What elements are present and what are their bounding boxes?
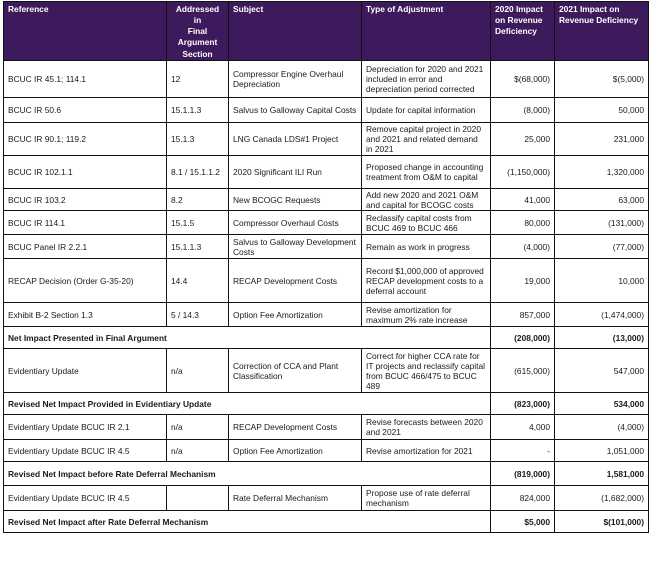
- impact-2021-cell: 1,581,000: [555, 462, 649, 486]
- subject-cell: LNG Canada LDS#1 Project: [229, 123, 362, 156]
- type-cell: Record $1,000,000 of approved RECAP development costs to a deferral account: [362, 259, 491, 303]
- col-header-impact-2021: 2021 Impact on Revenue Deficiency: [555, 2, 649, 61]
- section-cell: 8.2: [167, 189, 229, 211]
- section-cell: n/a: [167, 440, 229, 462]
- type-cell: Revise amortization for 2021: [362, 440, 491, 462]
- impact-2021-cell: (13,000): [555, 327, 649, 349]
- type-cell: Depreciation for 2020 and 2021 included in error and depreciation period corrected: [362, 61, 491, 98]
- impact-2021-cell: 1,320,000: [555, 156, 649, 189]
- net-impact-final-label: Net Impact Presented in Final Argument: [4, 327, 491, 349]
- revised-evidentiary-row: [4, 393, 649, 415]
- impact-2020-cell: $5,000: [491, 511, 555, 533]
- impact-2020-cell: 4,000: [491, 415, 555, 440]
- adjustments-table: [3, 1, 649, 533]
- impact-2020-cell: 19,000: [491, 259, 555, 303]
- type-cell: Reclassify capital costs from BCUC 469 to BCUC 466: [362, 211, 491, 235]
- section-cell: n/a: [167, 349, 229, 393]
- impact-2021-cell: 547,000: [555, 349, 649, 393]
- impact-2020-cell: 80,000: [491, 211, 555, 235]
- impact-2021-cell: 10,000: [555, 259, 649, 303]
- type-cell: Propose use of rate deferral mechanism: [362, 486, 491, 511]
- impact-2021-cell: 1,051,000: [555, 440, 649, 462]
- revised-before-rdm-row: [4, 462, 649, 486]
- col-header-addressed-line3: Argument: [177, 37, 218, 47]
- reference-cell: BCUC IR 45.1; 114.1: [4, 61, 167, 98]
- revised-after-rdm-row: [4, 511, 649, 533]
- reference-cell: BCUC Panel IR 2.2.1: [4, 235, 167, 259]
- table-row: [4, 156, 649, 189]
- col-header-reference: Reference: [4, 2, 167, 61]
- impact-2021-cell: $(101,000): [555, 511, 649, 533]
- impact-2021-cell: 231,000: [555, 123, 649, 156]
- impact-2020-cell: (615,000): [491, 349, 555, 393]
- impact-2021-cell: (131,000): [555, 211, 649, 235]
- subject-cell: Correction of CCA and Plant Classification: [229, 349, 362, 393]
- section-cell: 15.1.5: [167, 211, 229, 235]
- subject-cell: Salvus to Galloway Capital Costs: [229, 98, 362, 123]
- impact-2021-cell: 534,000: [555, 393, 649, 415]
- col-header-addressed-line2: Final: [187, 26, 208, 36]
- table-row: [4, 61, 649, 98]
- section-cell: 15.1.1.3: [167, 98, 229, 123]
- evidentiary-row: [4, 349, 649, 393]
- reference-cell: BCUC IR 50.6: [4, 98, 167, 123]
- reference-cell: RECAP Decision (Order G-35-20): [4, 259, 167, 303]
- reference-cell: BCUC IR 90.1; 119.2: [4, 123, 167, 156]
- reference-cell: Evidentiary Update BCUC IR 4.5: [4, 486, 167, 511]
- type-cell: Revise forecasts between 2020 and 2021: [362, 415, 491, 440]
- header-row: [4, 2, 649, 61]
- subject-cell: Compressor Engine Overhaul Depreciation: [229, 61, 362, 98]
- subject-cell: New BCOGC Requests: [229, 189, 362, 211]
- section-cell: 5 / 14.3: [167, 303, 229, 327]
- table-row: [4, 415, 649, 440]
- reference-cell: Evidentiary Update BCUC IR 2.1: [4, 415, 167, 440]
- type-cell: Add new 2020 and 2021 O&M and capital for BCOGC costs: [362, 189, 491, 211]
- reference-cell: Evidentiary Update BCUC IR 4.5: [4, 440, 167, 462]
- reference-cell: Exhibit B-2 Section 1.3: [4, 303, 167, 327]
- table-row: [4, 123, 649, 156]
- impact-2021-cell: (4,000): [555, 415, 649, 440]
- col-header-type: Type of Adjustment: [362, 2, 491, 61]
- type-cell: Proposed change in accounting treatment from O&M to capital: [362, 156, 491, 189]
- impact-2020-cell: 824,000: [491, 486, 555, 511]
- table-row: [4, 440, 649, 462]
- impact-2020-cell: -: [491, 440, 555, 462]
- revised-before-rdm-label: Revised Net Impact before Rate Deferral Mechanism: [4, 462, 491, 486]
- col-header-addressed-section: Section: [182, 49, 213, 59]
- subject-cell: RECAP Development Costs: [229, 259, 362, 303]
- subject-cell: Option Fee Amortization: [229, 440, 362, 462]
- impact-2021-cell: (1,682,000): [555, 486, 649, 511]
- impact-2020-cell: (823,000): [491, 393, 555, 415]
- subject-cell: Salvus to Galloway Development Costs: [229, 235, 362, 259]
- section-cell: n/a: [167, 415, 229, 440]
- subject-cell: Rate Deferral Mechanism: [229, 486, 362, 511]
- impact-2020-cell: (208,000): [491, 327, 555, 349]
- reference-cell: BCUC IR 103.2: [4, 189, 167, 211]
- net-impact-final-row: [4, 327, 649, 349]
- section-cell: 8.1 / 15.1.1.2: [167, 156, 229, 189]
- revised-evidentiary-label: Revised Net Impact Provided in Evidentiary Update: [4, 393, 491, 415]
- impact-2021-cell: 50,000: [555, 98, 649, 123]
- table-row: [4, 259, 649, 303]
- type-cell: Correct for higher CCA rate for IT projects and reclassify capital from BCUC 466/475 to BCUC 489: [362, 349, 491, 393]
- subject-cell: RECAP Development Costs: [229, 415, 362, 440]
- subject-cell: Option Fee Amortization: [229, 303, 362, 327]
- col-header-addressed: [167, 2, 229, 61]
- table-row: [4, 98, 649, 123]
- section-cell: 12: [167, 61, 229, 98]
- section-cell: 15.1.3: [167, 123, 229, 156]
- impact-2020-cell: 41,000: [491, 189, 555, 211]
- revised-after-rdm-label: Revised Net Impact after Rate Deferral Mechanism: [4, 511, 491, 533]
- type-cell: Update for capital information: [362, 98, 491, 123]
- reference-cell: BCUC IR 102.1.1: [4, 156, 167, 189]
- subject-cell: Compressor Overhaul Costs: [229, 211, 362, 235]
- impact-2020-cell: 25,000: [491, 123, 555, 156]
- reference-cell: BCUC IR 114.1: [4, 211, 167, 235]
- section-cell: 15.1.1.3: [167, 235, 229, 259]
- impact-2021-cell: (77,000): [555, 235, 649, 259]
- impact-2020-cell: (1,150,000): [491, 156, 555, 189]
- impact-2020-cell: (8,000): [491, 98, 555, 123]
- rdm-row: [4, 486, 649, 511]
- impact-2021-cell: $(5,000): [555, 61, 649, 98]
- impact-2021-cell: (1,474,000): [555, 303, 649, 327]
- subject-cell: 2020 Significant ILI Run: [229, 156, 362, 189]
- section-cell: [167, 486, 229, 511]
- table-row: [4, 211, 649, 235]
- table-row: [4, 189, 649, 211]
- impact-2021-cell: 63,000: [555, 189, 649, 211]
- reference-cell: Evidentiary Update: [4, 349, 167, 393]
- impact-2020-cell: 857,000: [491, 303, 555, 327]
- type-cell: Remain as work in progress: [362, 235, 491, 259]
- table-row: [4, 235, 649, 259]
- section-cell: 14.4: [167, 259, 229, 303]
- impact-2020-cell: (4,000): [491, 235, 555, 259]
- col-header-addressed-line1: Addressed in: [175, 4, 220, 25]
- table-row: [4, 303, 649, 327]
- col-header-subject: Subject: [229, 2, 362, 61]
- type-cell: Remove capital project in 2020 and 2021 and related demand in 2021: [362, 123, 491, 156]
- col-header-impact-2020: 2020 Impact on Revenue Deficiency: [491, 2, 555, 61]
- impact-2020-cell: (819,000): [491, 462, 555, 486]
- impact-2020-cell: $(68,000): [491, 61, 555, 98]
- type-cell: Revise amortization for maximum 2% rate increase: [362, 303, 491, 327]
